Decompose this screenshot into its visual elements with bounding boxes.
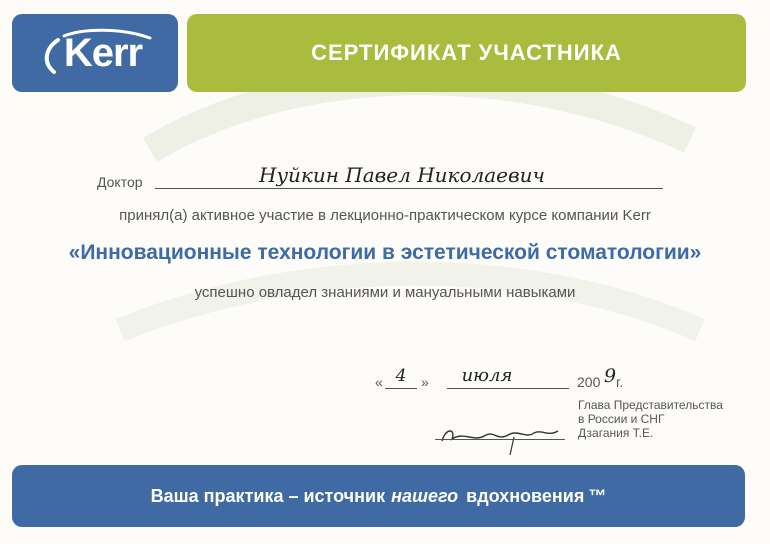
certificate-title-banner	[187, 14, 746, 92]
date-close-quote: »	[421, 374, 429, 390]
slogan-banner	[12, 465, 745, 527]
signature-underline	[435, 439, 565, 440]
signatory-name: Дзагания Т.Е.	[578, 426, 654, 440]
date-month: июля	[461, 365, 513, 386]
achievement-text: успешно овладел знаниями и мануальными навыками	[194, 284, 576, 301]
signatory-title-line2: в России и СНГ	[578, 412, 665, 426]
recipient-label: Доктор	[97, 174, 143, 190]
participation-text: принял(а) активное участие в лекционно-практическом курсе компании Kerr	[119, 207, 651, 224]
date-row	[375, 365, 675, 392]
course-title: «Инновационные технологии в эстетической стоматологии»	[68, 241, 702, 264]
handwritten-signature	[434, 417, 574, 457]
date-year-suffix: г.	[616, 374, 624, 390]
date-day: 4	[395, 366, 407, 386]
date-open-quote: «	[375, 374, 383, 390]
slogan-emphasis: нашего	[391, 485, 459, 506]
signatory-title-line1: Глава Представительства	[578, 398, 723, 412]
date-year-prefix: 200	[577, 374, 601, 390]
recipient-name: Нуйкин Павел Николаевич	[259, 163, 545, 187]
slogan-part1: Ваша практика – источник	[150, 485, 386, 506]
kerr-logo	[12, 14, 178, 92]
certificate-title: СЕРТИФИКАТ УЧАСТНИКА	[311, 40, 622, 65]
month-underline	[447, 388, 569, 389]
trademark-symbol: ™	[588, 485, 607, 506]
signatory-block	[578, 398, 723, 440]
slogan-part2: вдохновения	[466, 485, 585, 506]
day-underline	[385, 388, 417, 389]
recipient-underline	[155, 188, 663, 189]
logo-text: Kerr	[63, 30, 143, 75]
recipient-row	[97, 163, 677, 193]
date-year-digit: 9	[604, 365, 617, 387]
